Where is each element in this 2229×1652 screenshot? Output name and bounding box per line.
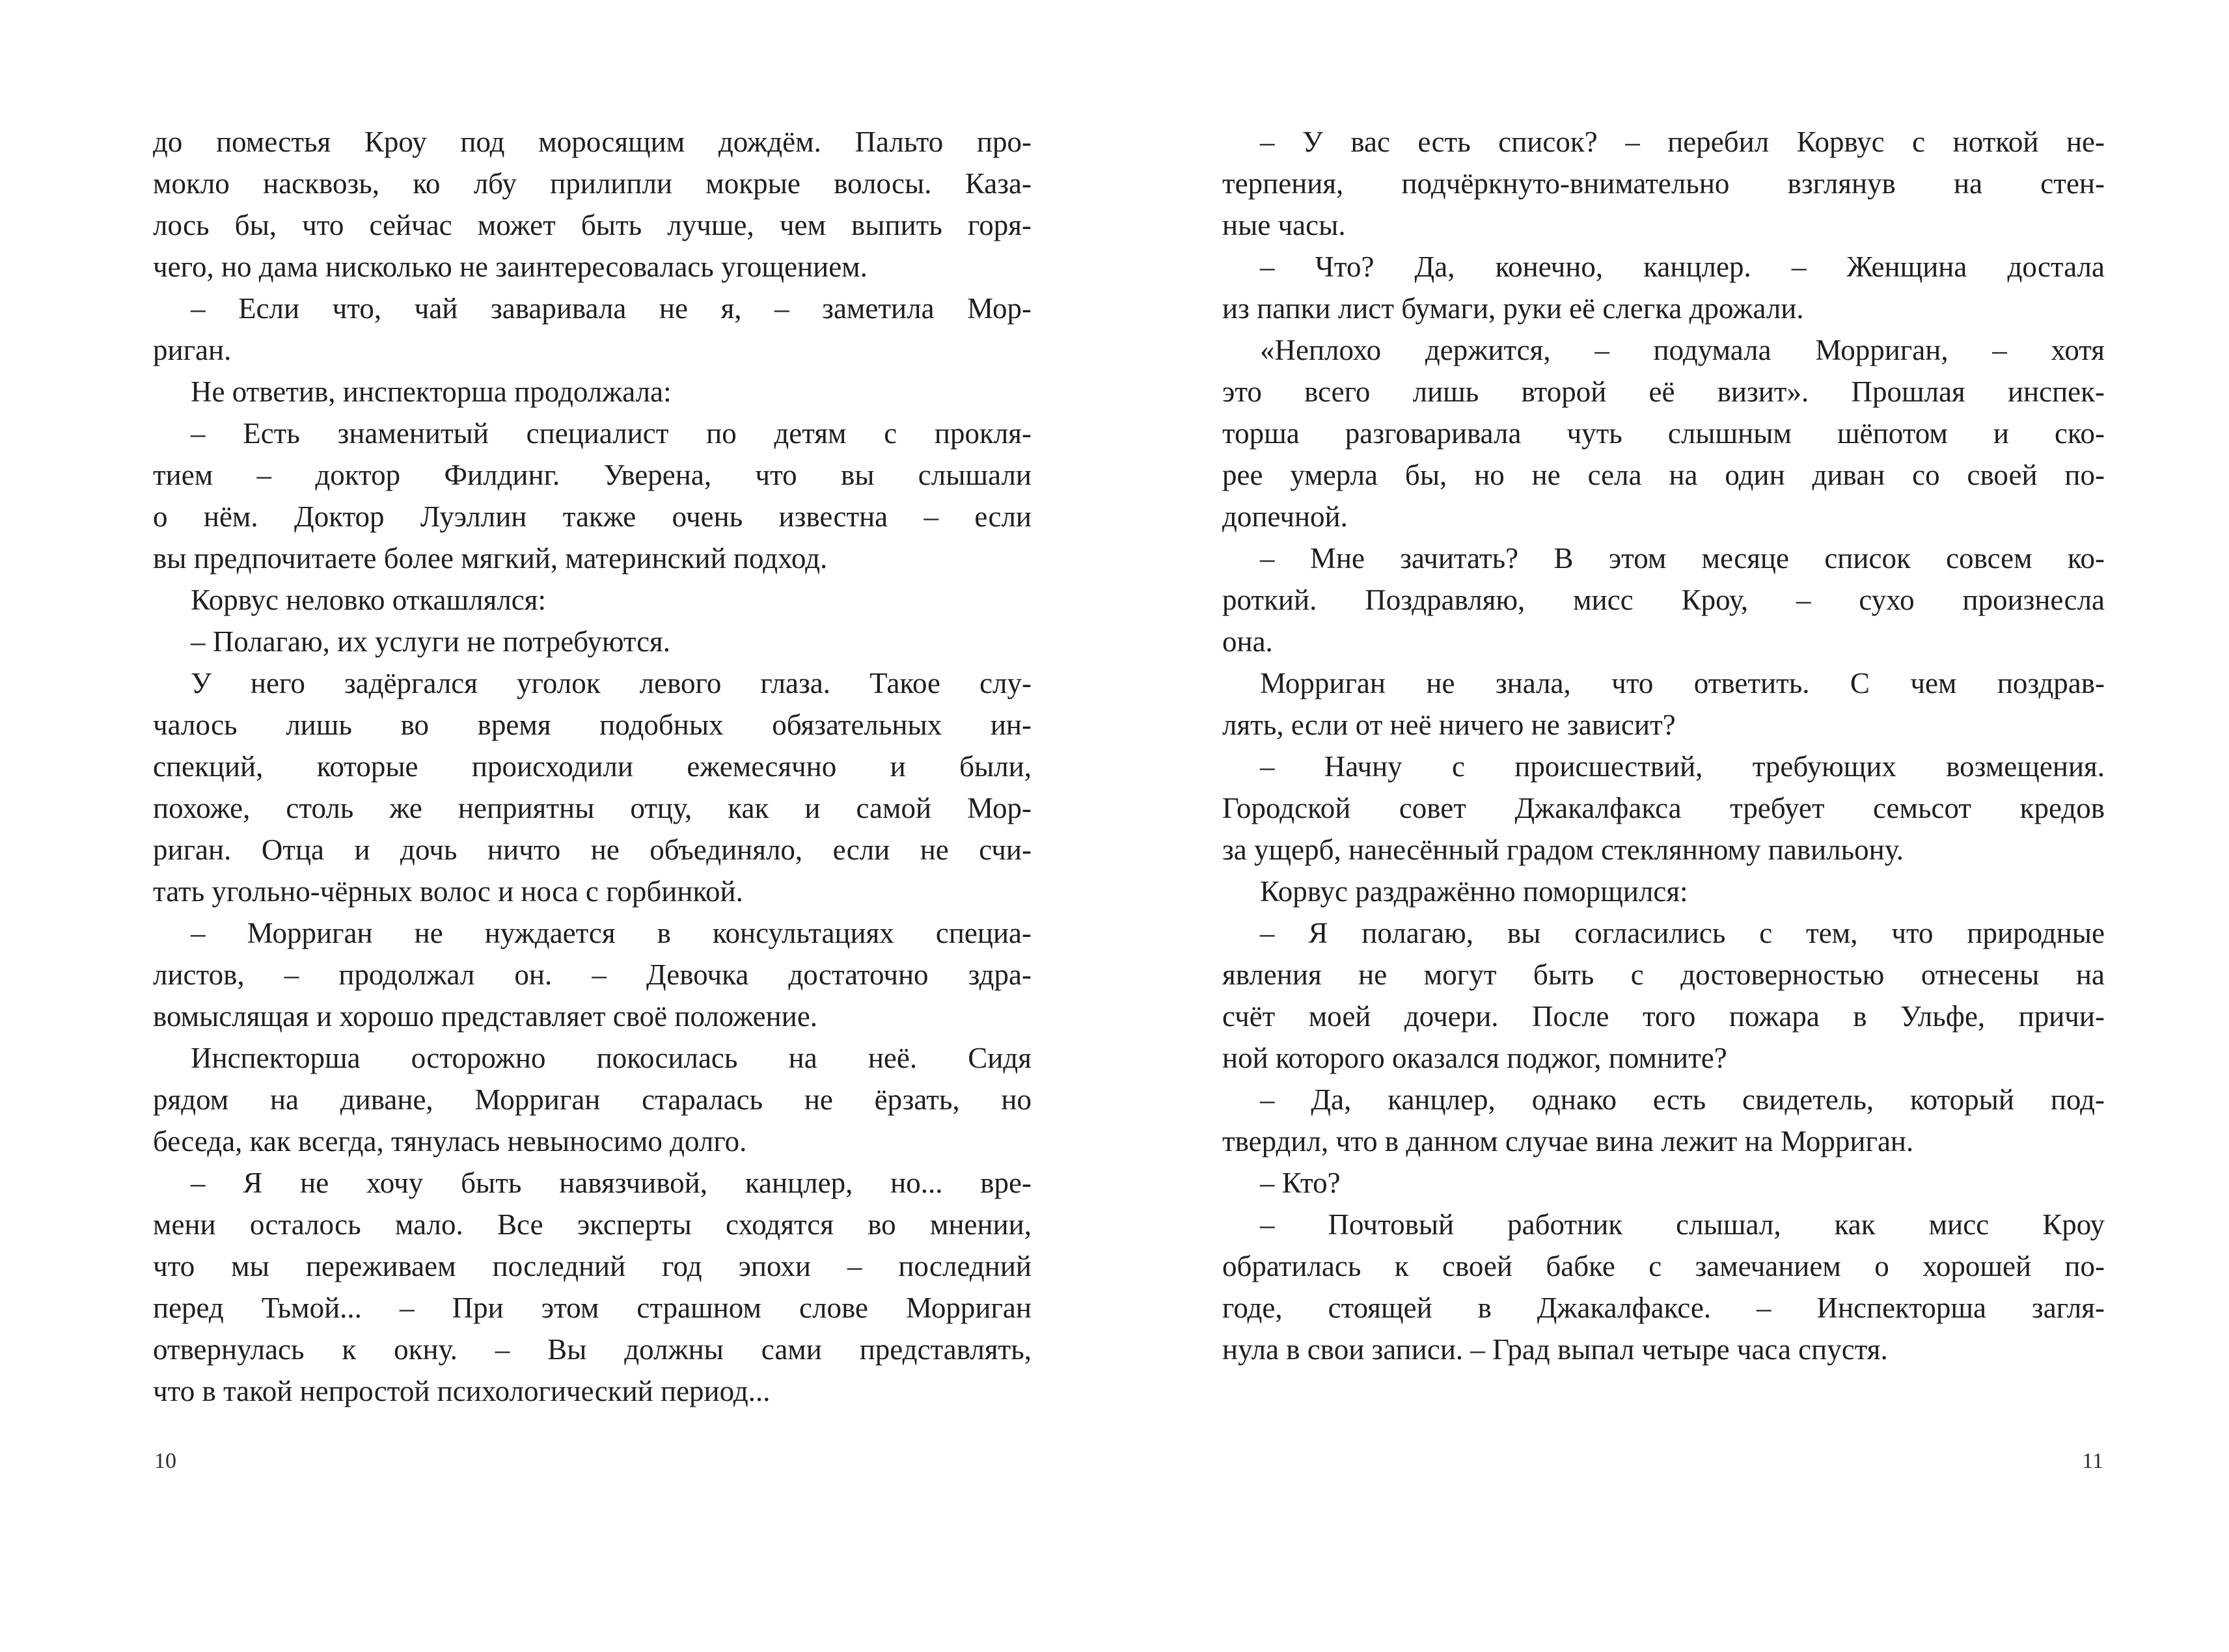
- paragraph: [153, 413, 1032, 579]
- text-line: – Я не хочу быть навязчивой, канцлер, но... вре-: [191, 1167, 1032, 1199]
- text-line: о нём. Доктор Луэллин также очень известна – если: [153, 500, 1032, 533]
- text-line: за ущерб, нанесённый градом стеклянному павильону.: [1222, 833, 1904, 866]
- page-left-text-block: [153, 121, 1032, 1412]
- text-line: «Неплохо держится, – подумала Морриган, – хотя: [1260, 334, 2105, 366]
- text-line: рее умерла бы, но не села на один диван со своей по-: [1222, 459, 2105, 491]
- paragraph: [1222, 1204, 2105, 1370]
- text-line: Не ответив, инспекторша продолжала:: [191, 375, 672, 408]
- paragraph: [153, 1037, 1032, 1162]
- text-line: счёт моей дочери. После того пожара в Ульфе, причи-: [1222, 1000, 2105, 1033]
- paragraph: [153, 621, 1032, 662]
- text-line: похоже, столь же неприятны отцу, как и самой Мор-: [153, 792, 1032, 824]
- text-line: чалось лишь во время подобных обязательных ин-: [153, 709, 1032, 741]
- text-line: допечной.: [1222, 500, 1348, 533]
- text-line: нула в свои записи. – Град выпал четыре часа спустя.: [1222, 1333, 1888, 1366]
- text-line: тать угольно-чёрных волос и носа с горбинкой.: [153, 875, 743, 908]
- text-line: – Морриган не нуждается в консультациях специа-: [191, 917, 1032, 949]
- paragraph: [1222, 246, 2105, 329]
- paragraph: [1222, 912, 2105, 1079]
- text-line: – Почтовый работник слышал, как мисс Кроу: [1260, 1208, 2105, 1241]
- paragraph: [153, 1162, 1032, 1412]
- page-left: [153, 0, 1032, 1652]
- text-line: что в такой непростой психологический период...: [153, 1375, 771, 1407]
- text-line: это всего лишь второй её визит». Прошлая инспек-: [1222, 375, 2105, 408]
- text-line: явления не могут быть с достоверностью отнесены на: [1222, 958, 2105, 991]
- text-line: роткий. Поздравляю, мисс Кроу, – сухо произнесла: [1222, 584, 2105, 616]
- text-line: мени осталось мало. Все эксперты сходятся во мнении,: [153, 1208, 1032, 1241]
- text-line: – Кто?: [1260, 1167, 1341, 1199]
- paragraph: [1222, 537, 2105, 662]
- text-line: вомыслящая и хорошо представляет своё положение.: [153, 1000, 818, 1033]
- text-line: из папки лист бумаги, руки её слегка дрожали.: [1222, 292, 1804, 325]
- paragraph: [1222, 329, 2105, 537]
- text-line: ной которого оказался поджог, помните?: [1222, 1042, 1727, 1074]
- paragraph: [1222, 1162, 2105, 1204]
- text-line: торша разговаривала чуть слышным шёпотом и ско-: [1222, 417, 2105, 450]
- text-line: мокло насквозь, ко лбу прилипли мокрые волосы. Каза-: [153, 167, 1032, 200]
- text-line: рядом на диване, Морриган старалась не ёрзать, но: [153, 1083, 1032, 1116]
- text-line: риган. Отца и дочь ничто не объединяло, если не счи-: [153, 833, 1032, 866]
- text-line: перед Тьмой... – При этом страшном слове Морриган: [153, 1292, 1032, 1324]
- text-line: беседа, как всегда, тянулась невыносимо долго.: [153, 1125, 747, 1158]
- text-line: Корвус неловко откашлялся:: [191, 584, 546, 616]
- paragraph: [153, 121, 1032, 288]
- text-line: вы предпочитаете более мягкий, материнский подход.: [153, 542, 828, 575]
- text-line: – Полагаю, их услуги не потребуются.: [191, 625, 671, 658]
- text-line: терпения, подчёркнуто-внимательно взглянув на стен-: [1222, 167, 2105, 200]
- paragraph: [1222, 746, 2105, 871]
- text-line: спекций, которые происходили ежемесячно и были,: [153, 750, 1032, 783]
- text-line: риган.: [153, 334, 232, 366]
- text-line: У него задёргался уголок левого глаза. Такое слу-: [191, 667, 1032, 699]
- text-line: – У вас есть список? – перебил Корвус с ноткой не-: [1260, 126, 2105, 158]
- page-right-text-block: [1222, 121, 2105, 1370]
- paragraph: [153, 662, 1032, 912]
- text-line: – Если что, чай заваривала не я, – заметила Мор-: [191, 292, 1032, 325]
- text-line: до поместья Кроу под моросящим дождём. Пальто про-: [153, 126, 1032, 158]
- text-line: Инспекторша осторожно покосилась на неё. Сидя: [191, 1042, 1032, 1074]
- text-line: Морриган не знала, что ответить. С чем поздрав-: [1260, 667, 2105, 699]
- paragraph: [1222, 1079, 2105, 1162]
- text-line: ные часы.: [1222, 209, 1346, 241]
- text-line: – Что? Да, конечно, канцлер. – Женщина достала: [1260, 251, 2105, 283]
- text-line: – Есть знаменитый специалист по детям с прокля-: [191, 417, 1032, 450]
- text-line: – Да, канцлер, однако есть свидетель, который под-: [1260, 1083, 2105, 1116]
- text-line: отвернулась к окну. – Вы должны сами представлять,: [153, 1333, 1032, 1366]
- paragraph: [153, 288, 1032, 371]
- text-line: листов, – продолжал он. – Девочка достаточно здра-: [153, 958, 1032, 991]
- text-line: тием – доктор Филдинг. Уверена, что вы слышали: [153, 459, 1032, 491]
- text-line: твердил, что в данном случае вина лежит на Морриган.: [1222, 1125, 1914, 1158]
- text-line: обратилась к своей бабке с замечанием о хорошей по-: [1222, 1250, 2105, 1282]
- text-line: – Я полагаю, вы согласились с тем, что природные: [1260, 917, 2105, 949]
- text-line: что мы переживаем последний год эпохи – последний: [153, 1250, 1032, 1282]
- text-line: лять, если от неё ничего не зависит?: [1222, 709, 1676, 741]
- paragraph: [1222, 121, 2105, 246]
- text-line: годе, стоящей в Джакалфаксе. – Инспекторша загля-: [1222, 1292, 2105, 1324]
- paragraph: [1222, 871, 2105, 912]
- paragraph: [153, 912, 1032, 1037]
- paragraph: [153, 371, 1032, 413]
- paragraph: [1222, 662, 2105, 746]
- page-number-right: 11: [2082, 1449, 2103, 1473]
- text-line: Корвус раздражённо поморщился:: [1260, 875, 1688, 908]
- text-line: она.: [1222, 625, 1273, 658]
- text-line: Городской совет Джакалфакса требует семьсот кредов: [1222, 792, 2105, 824]
- page-number-left: 10: [154, 1449, 176, 1473]
- text-line: – Мне зачитать? В этом месяце список совсем ко-: [1260, 542, 2105, 575]
- page-right: [1222, 0, 2105, 1652]
- text-line: чего, но дама нисколько не заинтересовалась угощением.: [153, 251, 868, 283]
- text-line: – Начну с происшествий, требующих возмещения.: [1260, 750, 2105, 783]
- paragraph: [153, 579, 1032, 621]
- text-line: лось бы, что сейчас может быть лучше, чем выпить горя-: [153, 209, 1032, 241]
